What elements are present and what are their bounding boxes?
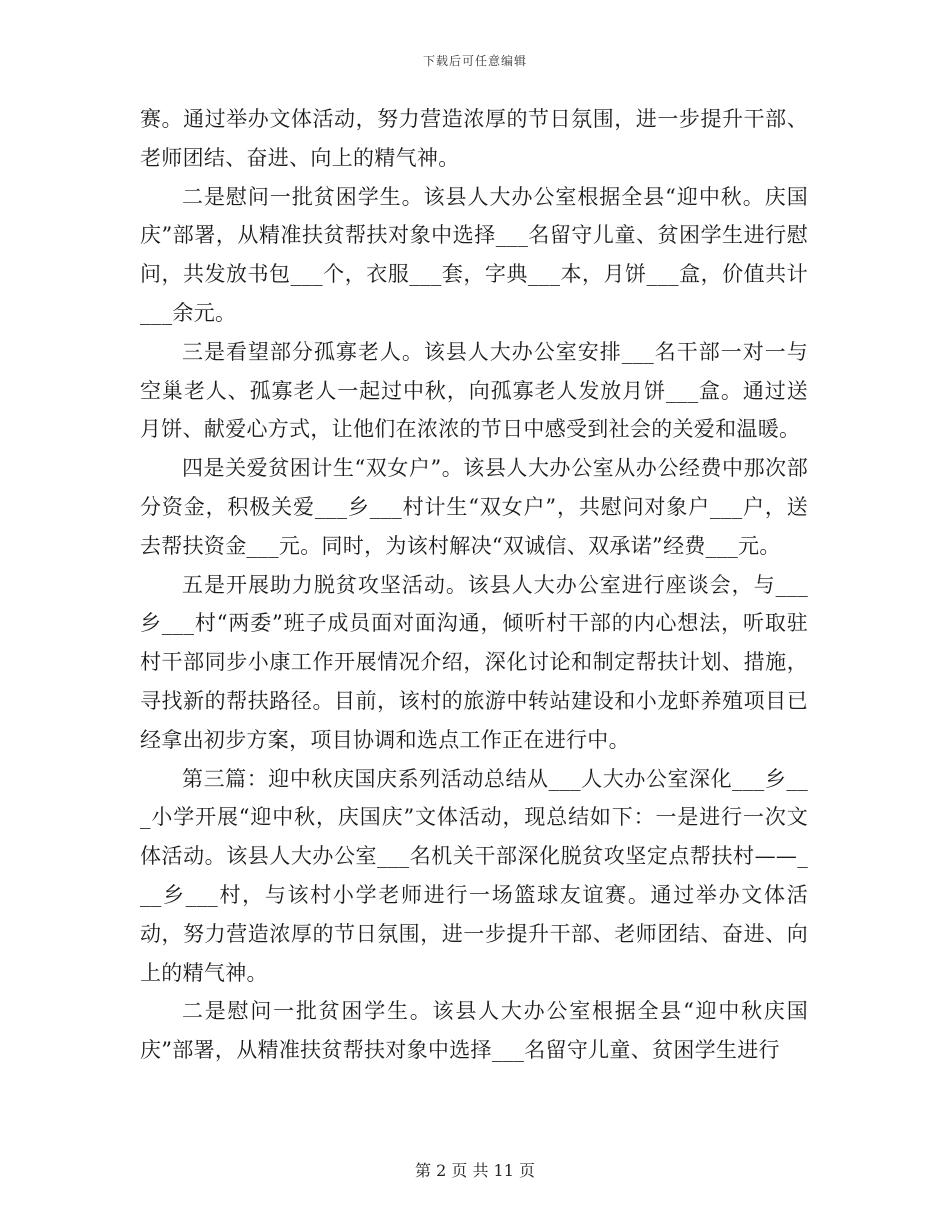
paragraph-6: 第三篇：迎中秋庆国庆系列活动总结从___人大办公室深化___乡___小学开展“迎中秋，庆国庆”文体活动，现总结如下：一是进行一次文体活动。该县人大办公室___名机关干部深化脱贫攻坚定点帮扶村——___乡___村，与该村小学老师进行一场篮球友谊赛。通过举办文体活动，努力营造浓厚的节日氛围，进一步提升干部、老师团结、奋进、向上的精气神。 xyxy=(140,766,808,985)
paragraph-4: 四是关爱贫困计生“双女户”。该县人大办公室从办公经费中那次部分资金，积极关爱___乡___村计生“双女户”，共慰问对象户___户，送去帮扶资金___元。同时，为该村解决“双诚信、双承诺”经费___元。 xyxy=(140,456,808,558)
paragraph-2: 二是慰问一批贫困学生。该县人大办公室根据全县“迎中秋。庆国庆”部署，从精准扶贫帮扶对象中选择___名留守儿童、贫困学生进行慰问，共发放书包___个，衣服___套，字典___本，月饼___盒，价值共计___余元。 xyxy=(140,184,808,325)
page-footer: 第 2 页 共 11 页 xyxy=(415,1161,535,1180)
paragraph-5: 五是开展助力脱贫攻坚活动。该县人大办公室进行座谈会，与___乡___村“两委”班子成员面对面沟通，倾听村干部的内心想法，听取驻村干部同步小康工作开展情况介绍，深化讨论和制定帮扶计划、措施，寻找新的帮扶路径。目前，该村的旅游中转站建设和小龙虾养殖项目已经拿出初步方案，项目协调和选点工作正在进行中。 xyxy=(140,572,808,752)
paragraph-3: 三是看望部分孤寡老人。该县人大办公室安排___名干部一对一与空巢老人、孤寡老人一起过中秋，向孤寡老人发放月饼___盒。通过送月饼、献爱心方式，让他们在浓浓的节日中感受到社会的关爱和温暖。 xyxy=(140,339,808,442)
paragraph-7: 二是慰问一批贫困学生。该县人大办公室根据全县“迎中秋庆国庆”部署，从精准扶贫帮扶对象中选择___名留守儿童、贫困学生进行 xyxy=(140,999,808,1063)
page-header: 下载后可任意编辑 xyxy=(422,54,527,68)
document-body xyxy=(140,100,808,1070)
paragraph-1: 赛。通过举办文体活动，努力营造浓厚的节日氛围，进一步提升干部、老师团结、奋进、向上的精气神。 xyxy=(140,107,808,170)
